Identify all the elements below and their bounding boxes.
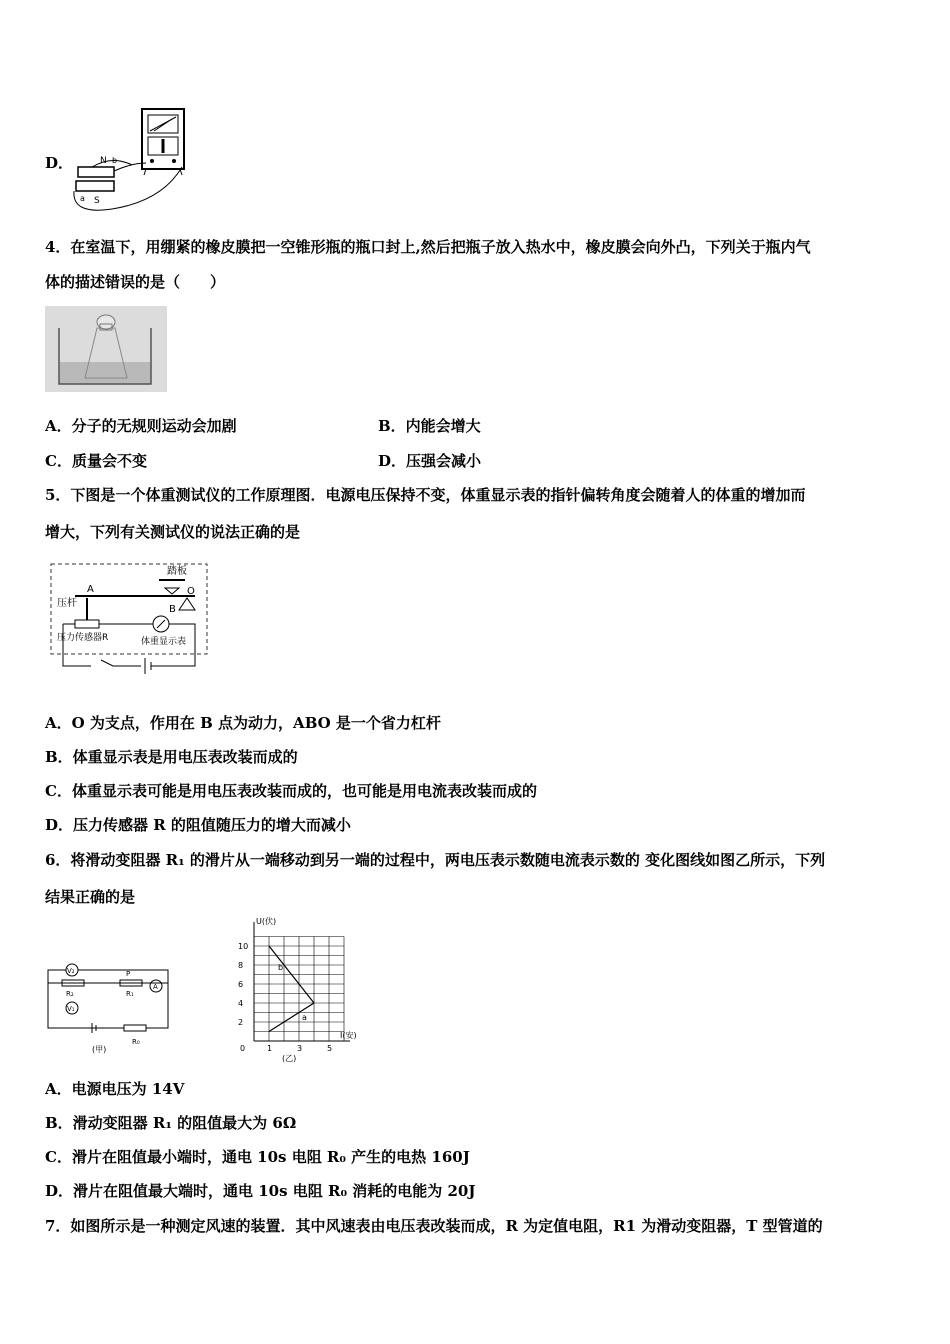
line-b-label: b [278,962,284,972]
label-a: A [87,584,94,595]
label-a: a [80,194,85,203]
q6-circuit-figure [40,960,180,1058]
svg-text:R₂: R₂ [66,990,74,998]
q6-option-a[interactable]: A．电源电压为 14V [45,1080,185,1098]
q6-option-c[interactable]: C．滑片在阻值最小端时，通电 10s 电阻 R₀ 产生的电热 160J [45,1148,470,1166]
q3-option-d-label: D． [45,154,74,172]
q5-figure [45,560,215,684]
y-axis-label: U(伏) [256,917,277,926]
q6-option-d[interactable]: D．滑片在阻值最大端时，通电 10s 电阻 R₀ 消耗的电能为 20J [45,1182,476,1200]
x-tick-label: 5 [327,1044,333,1053]
q3-option-d-figure [72,105,192,215]
q6-graph [232,916,372,1064]
q6-stem-line2: 结果正确的是 [45,888,136,906]
q5-option-b[interactable]: B．体重显示表是用电压表改装而成的 [45,748,298,766]
svg-text:R₀: R₀ [132,1038,140,1046]
origin-label: 0 [240,1044,246,1053]
y-tick-label: 4 [238,999,244,1008]
q5-stem-line2: 增大，下列有关测试仪的说法正确的是 [45,523,301,541]
svg-text:R₁: R₁ [126,990,134,998]
q4-option-c[interactable]: C．质量会不变 [45,452,147,470]
q5-option-d[interactable]: D．压力传感器 R 的阻值随压力的增大而减小 [45,816,351,834]
wire [74,167,182,210]
label-s: S [94,196,100,206]
label-o: O [187,586,195,597]
svg-text:V₂: V₂ [67,967,75,975]
q4-option-d[interactable]: D．压强会减小 [378,452,482,470]
x-tick-label: 1 [267,1044,273,1053]
circuit-loop [48,970,168,1028]
magnet-top [78,167,114,177]
y-tick-label: 8 [238,961,244,970]
q6-stem-line1: 6．将滑动变阻器 R₁ 的滑片从一端移动到另一端的过程中，两电压表示数随电流表示数的 变化图线如图乙所示，下列 [45,851,826,869]
q4-stem-line2: 体的描述错误的是（ ） [45,273,226,291]
pedal-label: 踏板 [167,566,187,577]
q4-stem-line1: 4．在室温下，用绷紧的橡皮膜把一空锥形瓶的瓶口封上,然后把瓶子放入热水中，橡皮膜会向外凸，下列关于瓶内气 [45,238,811,256]
line-a-label: a [302,1013,307,1023]
q7-stem-line1: 7．如图所示是一种测定风速的装置．其中风速表由电压表改装而成，R 为定值电阻，R1 为滑动变阻器，T 型管道的 [45,1217,823,1235]
svg-text:(甲): (甲) [92,1045,107,1054]
label-n: N [100,156,107,166]
r0-resistor [124,1025,146,1031]
display-label: 体重显示表 [141,637,187,647]
svg-text:P: P [126,970,131,978]
svg-text:V₁: V₁ [67,1005,75,1013]
graph-caption: (乙) [282,1054,297,1063]
label-b: b [112,156,118,165]
q5-option-a[interactable]: A．O 为支点，作用在 B 点为动力，ABO 是一个省力杠杆 [45,714,441,732]
sensor-label: 压力传感器R [57,633,109,643]
y-tick-label: 2 [238,1018,244,1027]
rod-label: 压杆 [57,598,77,609]
x-axis-label: I(安) [340,1031,357,1040]
circuit-wire [63,624,195,674]
y-tick-label: 6 [238,980,244,989]
label-b: B [169,604,176,615]
q4-option-a[interactable]: A．分子的无规则运动会加剧 [45,417,237,435]
series-line-a [269,1003,314,1032]
q5-option-c[interactable]: C．体重显示表可能是用电压表改装而成的，也可能是用电流表改装而成的 [45,782,537,800]
svg-text:A: A [153,983,158,991]
magnet-bottom [76,181,114,191]
meter-pointer [150,117,176,131]
y-tick-label: 10 [238,942,249,951]
q4-option-b[interactable]: B．内能会增大 [378,417,481,435]
pivot [179,598,195,610]
q5-stem-line1: 5．下图是一个体重测试仪的工作原理图．电源电压保持不变，体重显示表的指针偏转角度会随着人的体重的增加而 [45,486,806,504]
x-tick-label: 3 [297,1044,303,1053]
q4-figure [45,306,167,392]
q6-option-b[interactable]: B．滑动变阻器 R₁ 的阻值最大为 6Ω [45,1114,297,1132]
